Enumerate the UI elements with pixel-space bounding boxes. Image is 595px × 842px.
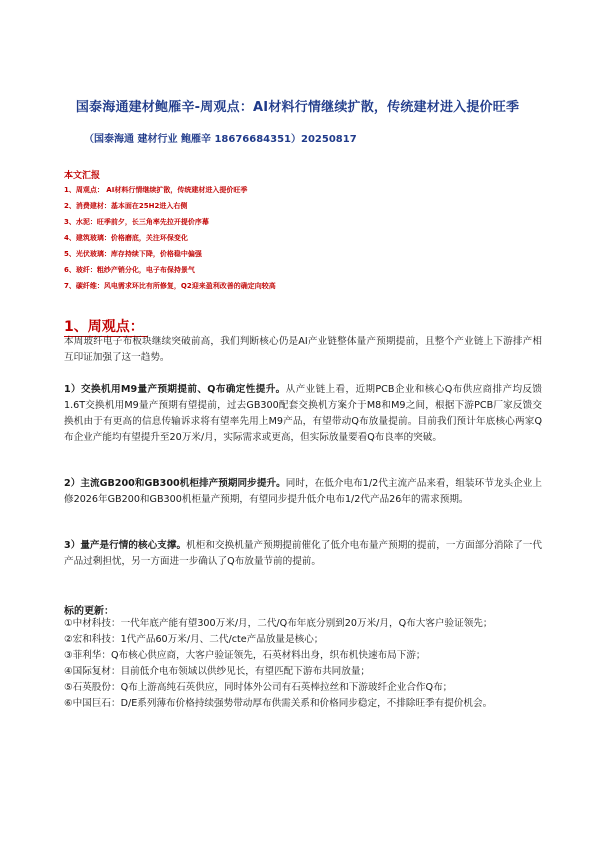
update-item: ①中材科技：一代年底产能有望300万米/月，二代/Q布年底分别到20万米/月，Q布大客户验证领先； <box>64 618 493 629</box>
point-body-3: 机柜和交换机量产预期提前催化了低介电布量产预期的提前，一方面部分消除了一代产品过剩担忧，另一方面进一步确认了Q布放量节前的提前。 <box>64 540 542 567</box>
point-paragraph-3 <box>64 538 542 570</box>
summary-item: 2、消费建材：基本面在25H2进入右侧 <box>64 202 188 210</box>
summary-item: 5、光伏玻璃：库存持续下降，价格稳中偏强 <box>64 250 202 258</box>
summary-item: 4、建筑玻璃：价格磨底，关注环保变化 <box>64 234 188 242</box>
update-item: ⑤石英股份：Q布上游高纯石英供应，同时体外公司有石英棒拉丝和下游玻纤企业合作Q布； <box>64 682 453 693</box>
section-heading <box>64 316 148 336</box>
updates-list <box>64 616 542 712</box>
update-item: ③菲利华：Q布核心供应商，大客户验证领先，石英材料出身，织布机快速布局下游； <box>64 650 426 661</box>
report-subtitle: （国泰海通 建材行业 鲍雁辛 18676684351）20250817 <box>84 134 357 145</box>
summary-list <box>64 182 276 294</box>
point-paragraph-2 <box>64 476 542 508</box>
summary-item: 3、水泥：旺季前夕，长三角率先拉开提价序幕 <box>64 218 209 226</box>
point-lead-3: 3）量产是行情的核心支撑。 <box>64 540 187 551</box>
updates-heading: 标的更新： <box>64 606 114 617</box>
summary-item: 6、玻纤：粗纱产销分化，电子布保持景气 <box>64 266 195 274</box>
update-item: ④国际复材：目前低介电布领域以供纱见长，有望匹配下游布共同放量； <box>64 666 371 677</box>
update-item: ⑥中国巨石：D/E系列薄布价格持续强势带动厚布供需关系和价格同步稳定，不排除旺季有提价机会。 <box>64 698 493 709</box>
report-title: 国泰海通建材鲍雁辛-周观点：AI材料行情继续扩散，传统建材进入提价旺季 <box>75 100 520 115</box>
summary-item: 1、周观点： AI材料行情继续扩散，传统建材进入提价旺季 <box>64 186 248 194</box>
summary-item: 7、碳纤维：风电需求环比有所修复，Q2迎来盈利改善的确定向较高 <box>64 282 276 290</box>
summary-heading: 本文汇报 <box>64 171 101 181</box>
point-lead-2: 2）主流GB200和GB300机柜排产预期同步提升。 <box>64 478 286 489</box>
point-lead-1: 1）交换机用M9量产预期提前、Q布确定性提升。 <box>64 384 286 395</box>
intro-paragraph: 本周玻纤电子布板块继续突破前高，我们判断核心仍是AI产业链整体量产预期提前，且整个产业链上下游排产相互印证加强了这一趋势。 <box>64 336 542 363</box>
section-heading-text: 1、周观点： <box>64 319 148 337</box>
point-body-2: 同时，在低介电布1/2代主流产品来看，组装环节龙头企业上修2026年GB200和GB300机柜量产预期，有望同步提升低介电布1/2代产品26年的需求预期。 <box>64 478 542 505</box>
point-paragraph-1 <box>64 382 542 446</box>
point-body-1: 从产业链上看，近期PCB企业和核心Q布供应商排产均反馈1.6T交换机用M9量产预期有望提前，过去GB300配套交换机方案介于M8和M9之间，根据下游PCB厂家反馈交换机由于有更高的信息传输诉求将有望率先用上M9产品，有望带动Q布放量提前。目前我们预计年底核心两家Q布企业产能均有望提升至20万米/月，实际需求或更高，但实际放量要看Q布良率的突破。 <box>64 384 542 443</box>
update-item: ②宏和科技：1代产品60万米/月、二代/cte产品放量是核心； <box>64 634 324 645</box>
